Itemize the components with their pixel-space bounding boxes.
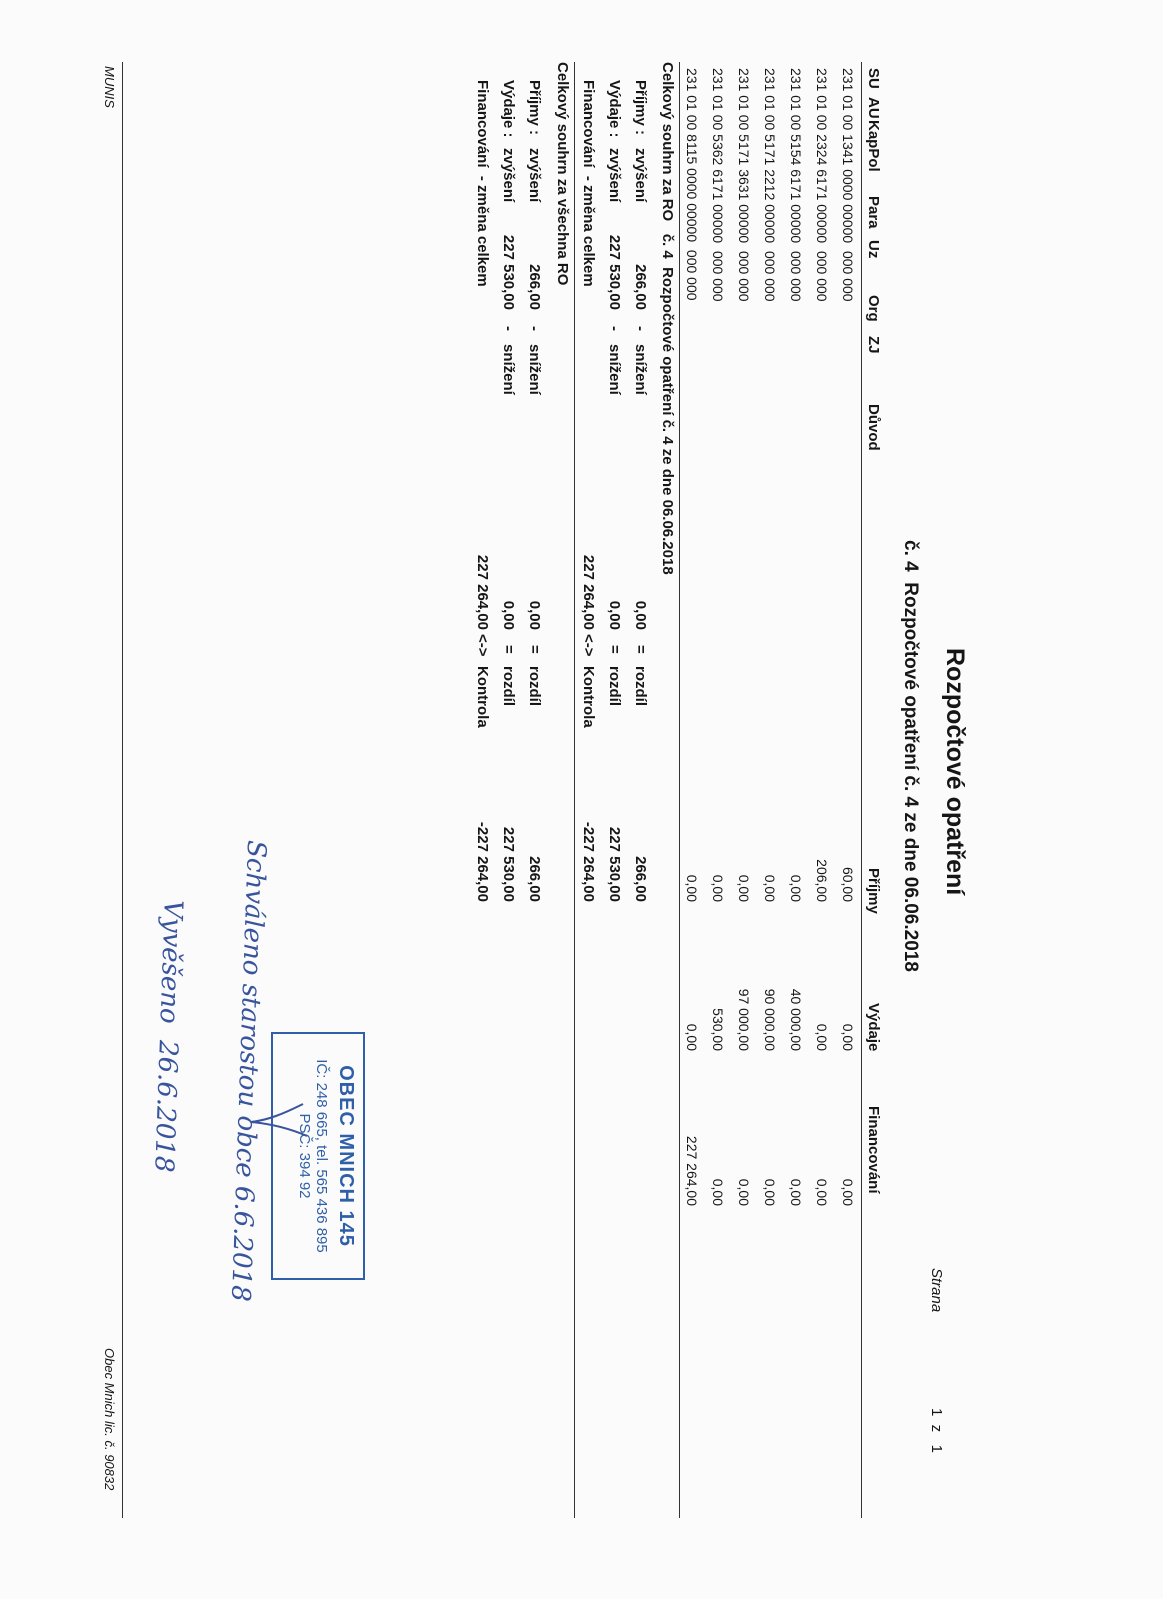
summary-all-vydaje-result-label: rozdíl — [500, 666, 517, 706]
summary-ro-prijmy-result-label: rozdíl — [632, 666, 649, 706]
row-code: 231 01 00 5171 2212 00000 000 000 — [762, 68, 778, 302]
row-vydaje: 40 000,00 — [788, 988, 804, 1051]
row-financovani: 227 264,00 — [684, 1135, 700, 1206]
row-vydaje: 0,00 — [814, 1023, 830, 1051]
summary-ro-prijmy-eq: = — [632, 645, 649, 654]
page-title: Rozpočtové opatření — [941, 648, 969, 896]
summary-all-prijmy-amount2: 0,00 — [526, 600, 543, 630]
summary-all-prijmy-amount: 266,00 — [526, 264, 543, 310]
col-duvod: Důvod — [865, 404, 882, 451]
col-zj: ZJ — [865, 336, 882, 354]
body-rule — [679, 62, 680, 1518]
summary-ro-vydaje-label: Výdaje : — [606, 80, 623, 138]
summary-ro-financovani-label: Financování - změna celkem — [580, 80, 597, 287]
row-financovani: 0,00 — [840, 1178, 856, 1206]
summary-all-financovani-result: -227 264,00 — [474, 821, 491, 902]
summary-all-prijmy-op: zvýšení — [526, 148, 543, 203]
summary-all-financovani-arrow: <-> — [474, 634, 491, 657]
header-rule — [861, 62, 862, 1518]
summary-ro-vydaje-op2: snížení — [606, 344, 623, 395]
row-code: 231 01 00 2324 6171 00000 000 000 — [814, 68, 830, 302]
row-prijmy: 0,00 — [710, 874, 726, 902]
summary-all-vydaje-label: Výdaje : — [500, 80, 517, 138]
summary-ro-vydaje-result: 227 530,00 — [606, 826, 623, 902]
footer-software: MUNIS — [102, 66, 117, 108]
summary-all-vydaje-eq: = — [500, 645, 517, 654]
handwritten-posted: Vyvěšeno 26.6.2018 — [148, 899, 188, 1173]
summary-ro-prijmy-op: zvýšení — [632, 148, 649, 203]
summary-all-prijmy-label: Příjmy : — [526, 80, 543, 136]
row-prijmy: 0,00 — [762, 874, 778, 902]
summary-all-vydaje-op: zvýšení — [500, 148, 517, 203]
footer-license: Obec Mnich lic. č. 90832 — [102, 1348, 117, 1491]
summary-ro-prijmy-op2: snížení — [632, 344, 649, 395]
footer-rule — [122, 62, 123, 1518]
summary-all-vydaje-op2: snížení — [500, 344, 517, 395]
summary-all-prijmy-op2: snížení — [526, 344, 543, 395]
col-kappol: KapPol — [865, 120, 882, 172]
stamp-ico: IČ: 248 665, tel. 565 436 895 — [313, 1059, 330, 1253]
row-financovani: 0,00 — [762, 1178, 778, 1206]
summary-ro-financovani-arrow: <-> — [580, 634, 597, 657]
col-prijmy: Příjmy — [865, 868, 882, 914]
row-prijmy: 0,00 — [684, 874, 700, 902]
row-prijmy: 60,00 — [840, 866, 856, 902]
summary-all-prijmy-dash: - — [526, 326, 543, 331]
page-subtitle: č. 4 Rozpočtové opatření č. 4 ze dne 06.06.2018 — [900, 540, 921, 972]
row-financovani: 0,00 — [736, 1178, 752, 1206]
stamp-psc: PSČ: 394 92 — [296, 1113, 313, 1199]
row-financovani: 0,00 — [814, 1178, 830, 1206]
summary-all-prijmy-result: 266,00 — [526, 856, 543, 902]
col-org: Org — [865, 295, 882, 322]
summary-ro-rule — [574, 62, 575, 1518]
col-au: AU — [865, 97, 882, 119]
summary-all-financovani-amount: 227 264,00 — [474, 554, 491, 630]
summary-all-prijmy-eq: = — [526, 645, 543, 654]
summary-ro-vydaje-result-label: rozdíl — [606, 666, 623, 706]
summary-all-vydaje-dash: - — [500, 326, 517, 331]
summary-all-heading: Celkový souhrn za všechna RO — [554, 62, 571, 286]
row-vydaje: 0,00 — [840, 1023, 856, 1051]
summary-all-vydaje-result: 227 530,00 — [500, 826, 517, 902]
summary-all-vydaje-amount: 227 530,00 — [500, 234, 517, 310]
row-code: 231 01 00 8115 0000 00000 000 000 — [684, 68, 700, 301]
col-financovani: Financování — [865, 1106, 882, 1194]
row-code: 231 01 00 5154 6171 00000 000 000 — [788, 68, 804, 302]
summary-all-financovani-label: Financování - změna celkem — [474, 80, 491, 287]
summary-ro-financovani-result: -227 264,00 — [580, 821, 597, 902]
col-uz: Uz — [865, 240, 882, 259]
summary-ro-prijmy-dash: - — [632, 326, 649, 331]
row-vydaje: 97 000,00 — [736, 988, 752, 1051]
summary-all-financovani-result-label: Kontrola — [474, 666, 491, 728]
summary-ro-vydaje-dash: - — [606, 326, 623, 331]
row-code: 231 01 00 5171 3631 00000 000 000 — [736, 68, 752, 302]
page-label: Strana — [928, 1268, 945, 1313]
row-financovani: 0,00 — [788, 1178, 804, 1206]
signature-mark — [243, 1100, 313, 1140]
summary-ro-prijmy-label: Příjmy : — [632, 80, 649, 136]
row-prijmy: 0,00 — [736, 874, 752, 902]
summary-ro-vydaje-amount2: 0,00 — [606, 600, 623, 630]
row-financovani: 0,00 — [710, 1178, 726, 1206]
summary-ro-prijmy-amount: 266,00 — [632, 264, 649, 310]
row-prijmy: 206,00 — [814, 859, 830, 902]
summary-ro-prijmy-result: 266,00 — [632, 856, 649, 902]
summary-ro-financovani-amount: 227 264,00 — [580, 554, 597, 630]
summary-ro-vydaje-amount: 227 530,00 — [606, 234, 623, 310]
summary-ro-vydaje-eq: = — [606, 645, 623, 654]
row-vydaje: 90 000,00 — [762, 988, 778, 1051]
row-vydaje: 0,00 — [684, 1023, 700, 1051]
col-vydaje: Výdaje — [865, 1003, 882, 1052]
row-code: 231 01 00 1341 0000 00000 000 000 — [840, 68, 856, 302]
summary-ro-prijmy-amount2: 0,00 — [632, 600, 649, 630]
official-stamp — [271, 1032, 365, 1280]
col-para: Para — [865, 196, 882, 229]
summary-all-vydaje-amount2: 0,00 — [500, 600, 517, 630]
summary-all-prijmy-result-label: rozdíl — [526, 666, 543, 706]
handwritten-approval: Schváleno starostou obce 6.6.2018 — [224, 839, 272, 1303]
row-prijmy: 0,00 — [788, 874, 804, 902]
summary-ro-heading: Celkový souhrn za RO č. 4 Rozpočtové opatření č. 4 ze dne 06.06.2018 — [659, 62, 676, 575]
col-su: SU — [865, 68, 882, 89]
row-vydaje: 530,00 — [710, 1008, 726, 1051]
summary-ro-vydaje-op: zvýšení — [606, 148, 623, 203]
summary-ro-financovani-result-label: Kontrola — [580, 666, 597, 728]
page-number: 1 z 1 — [928, 1408, 945, 1454]
row-code: 231 01 00 5362 6171 00000 000 000 — [710, 68, 726, 302]
stamp-name: OBEC MNICH 145 — [335, 1065, 357, 1247]
